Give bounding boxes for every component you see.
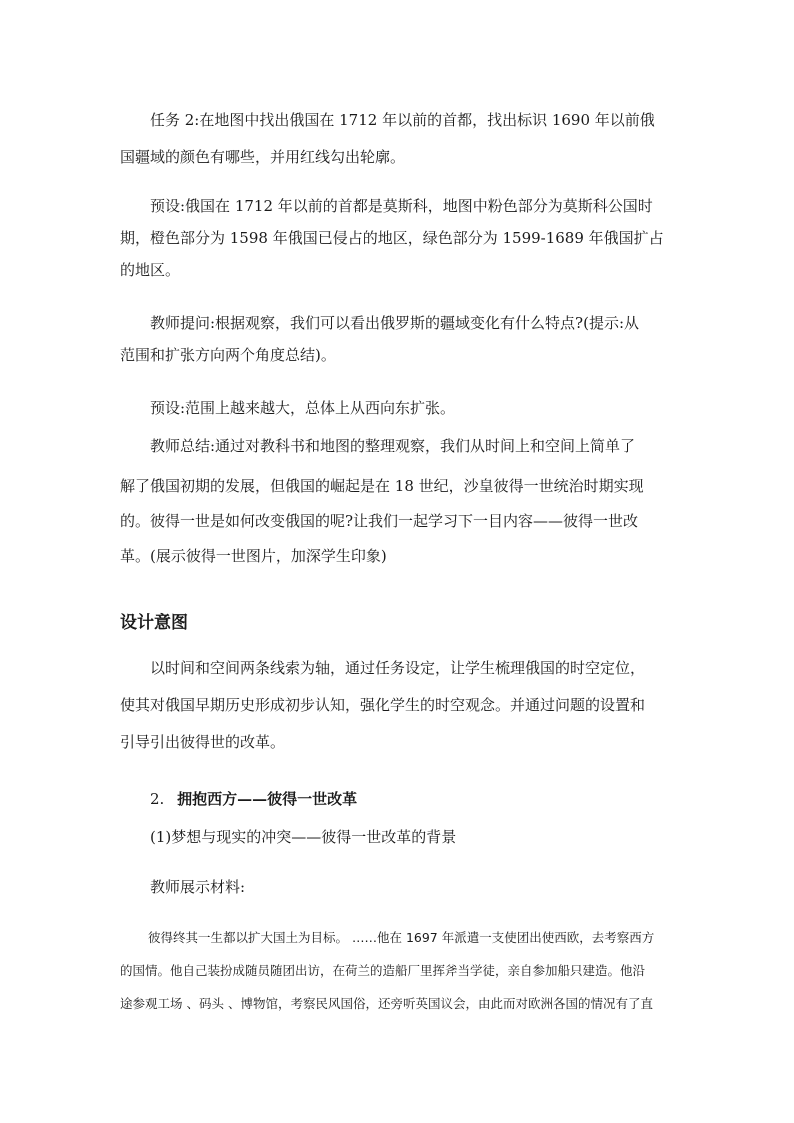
- preset1-line-2: 期，橙色部分为 1598 年俄国已侵占的地区，绿色部分为 1599-1689 年俄国扩占: [120, 229, 664, 247]
- task2-paragraph: [120, 110, 680, 167]
- material-paragraph: [120, 928, 680, 1014]
- task2-line-2: 国疆域的颜色有哪些，并用红线勾出轮廓。: [120, 148, 406, 166]
- section-2-number: 2.: [150, 790, 165, 808]
- section-2-title: 拥抱西方——彼得一世改革: [177, 790, 358, 808]
- teacher-summary-line-3: 的。彼得一世是如何改变俄国的呢?让我们一起学习下一目内容——彼得一世改: [120, 512, 639, 530]
- preset1-line-3: 的地区。: [120, 261, 181, 279]
- design-intent-line-2: 使其对俄国早期历史形成初步认知，强化学生的时空观念。并通过问题的设置和: [120, 696, 646, 714]
- teacher-summary-line-1: 教师总结:通过对教科书和地图的整理观察，我们从时间上和空间上简单了: [150, 437, 636, 455]
- teacher-question-paragraph: [120, 313, 680, 365]
- teacher-material-label: 教师展示材料:: [150, 878, 246, 896]
- teacher-summary-line-2: 解了俄国初期的发展，但俄国的崛起是在 18 世纪，沙皇彼得一世统治时期实现: [120, 477, 644, 495]
- subsection-1-heading: (1)梦想与现实的冲突——彼得一世改革的背景: [150, 828, 457, 846]
- task2-line-1: 任务 2:在地图中找出俄国在 1712 年以前的首都，找出标识 1690 年以前俄: [150, 111, 655, 129]
- preset1-paragraph: [120, 196, 680, 280]
- section-2-heading: [150, 788, 357, 809]
- teacher-summary-line-4: 革。(展示彼得一世图片，加深学生印象): [120, 547, 387, 565]
- teacher-summary-paragraph: [120, 436, 680, 566]
- material-line-1: 彼得终其一生都以扩大国土为目标。 ……他在 1697 年派遣一支使团出使西欧，去考察西方: [148, 930, 655, 945]
- material-line-2: 的国情。他自己装扮成随员随团出访，在荷兰的造船厂里挥斧当学徒，亲自参加船只建造。他沿: [120, 963, 646, 978]
- design-intent-heading: 设计意图: [120, 613, 188, 633]
- preset2-line-1: 预设:范围上越来越大，总体上从西向东扩张。: [150, 399, 456, 417]
- design-intent-line-1: 以时间和空间两条线索为轴，通过任务设定，让学生梳理俄国的时空定位，: [150, 659, 646, 677]
- teacher-question-line-1: 教师提问:根据观察，我们可以看出俄罗斯的疆域变化有什么特点?(提示:从: [150, 314, 640, 332]
- material-line-3: 途参观工场 、码头 、博物馆，考察民风国俗，还旁听英国议会，由此而对欧洲各国的情况有了直: [120, 996, 653, 1011]
- preset2-paragraph: [120, 398, 680, 418]
- teacher-question-line-2: 范围和扩张方向两个角度总结)。: [120, 346, 336, 364]
- design-intent-line-3: 引导引出彼得世的改革。: [120, 733, 286, 751]
- preset1-line-1: 预设:俄国在 1712 年以前的首都是莫斯科，地图中粉色部分为莫斯科公国时: [150, 197, 653, 215]
- design-intent-paragraph: [120, 658, 680, 752]
